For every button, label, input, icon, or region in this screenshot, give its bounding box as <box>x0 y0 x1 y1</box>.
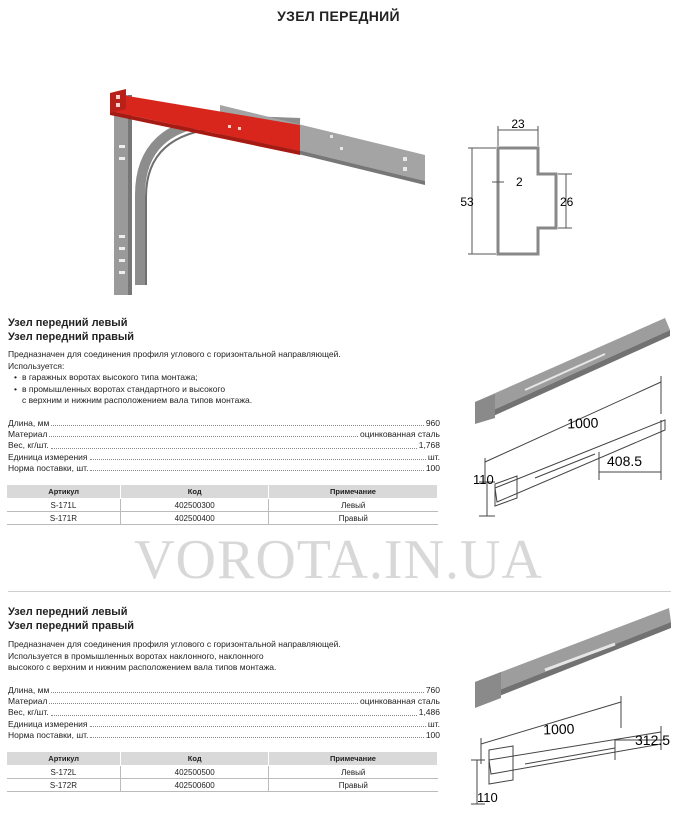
assembly-illustration <box>100 85 430 295</box>
s1-dim-offset: 408.5 <box>607 453 643 469</box>
s1-bullet-cont: с верхним и нижним расположением вала типов монтажа. <box>22 395 253 405</box>
s2-dim-length: 1000 <box>542 720 575 738</box>
watermark: VOROTA.IN.UA <box>134 529 543 591</box>
dim-height: 53 <box>460 195 474 209</box>
s2-spec-list <box>8 685 440 741</box>
s1-bullet: • в гаражных воротах высокого типа монтажа; <box>22 372 428 384</box>
spec-row: Вес, кг/шт. 1,768 <box>8 440 440 451</box>
s2-dim-offset: 312.5 <box>635 732 671 748</box>
table-row: S-171R 402500400 Правый <box>7 512 438 525</box>
s1-article-table <box>6 484 438 525</box>
s2-heading-right: Узел передний правый <box>8 620 134 632</box>
s2-dim-height: 110 <box>477 790 498 805</box>
section-divider <box>8 591 671 592</box>
s1-heading-right: Узел передний правый <box>8 331 134 343</box>
s1-description <box>8 349 428 407</box>
table-header: Артикул Код Примечание <box>7 752 438 766</box>
s2-description <box>8 639 428 674</box>
s1-desc-text: Предназначен для соединения профиля углового с горизонтальной направляющей. <box>8 349 341 359</box>
table-row: S-172L 402500500 Левый <box>7 766 438 779</box>
table-header: Артикул Код Примечание <box>7 485 438 499</box>
s2-desc-line: высокого с верхним и нижним расположением вала типов монтажа. <box>8 662 277 672</box>
s1-spec-list <box>8 418 440 474</box>
spec-row: Единица измерения шт. <box>8 718 440 729</box>
s2-desc-text: Предназначен для соединения профиля углового с горизонтальной направляющей. <box>8 639 341 649</box>
spec-row: Единица измерения шт. <box>8 451 440 462</box>
spec-row: Длина, мм 760 <box>8 685 440 695</box>
s1-uses-label: Используется: <box>8 360 65 371</box>
spec-row: Норма поставки, шт. 100 <box>8 462 440 473</box>
s1-part-drawing <box>465 312 675 522</box>
s2-part-drawing <box>465 600 675 838</box>
page-title: УЗЕЛ ПЕРЕДНИЙ <box>277 8 400 24</box>
spec-row: Материал оцинкованная сталь <box>8 696 440 707</box>
table-row: S-172R 402500600 Правый <box>7 779 438 792</box>
s1-heading-left: Узел передний левый <box>8 317 128 329</box>
spec-row: Материал оцинкованная сталь <box>8 429 440 440</box>
spec-row: Норма поставки, шт. 100 <box>8 729 440 740</box>
s1-dim-length: 1000 <box>566 414 599 432</box>
profile-section-drawing <box>462 118 582 268</box>
s2-desc-line: Используется в промышленных воротах наклонного, наклонного <box>8 650 264 661</box>
dim-thickness: 2 <box>516 175 523 189</box>
s1-dim-height: 110 <box>473 472 494 487</box>
spec-row: Вес, кг/шт. 1,486 <box>8 707 440 718</box>
s2-heading-left: Узел передний левый <box>8 606 128 618</box>
dim-inner: 26 <box>560 195 574 209</box>
spec-row: Длина, мм 960 <box>8 418 440 428</box>
dim-width: 23 <box>511 117 525 131</box>
s1-bullet: • в промышленных воротах стандартного и высокого <box>22 384 428 396</box>
table-row: S-171L 402500300 Левый <box>7 499 438 512</box>
s2-article-table <box>6 751 438 792</box>
